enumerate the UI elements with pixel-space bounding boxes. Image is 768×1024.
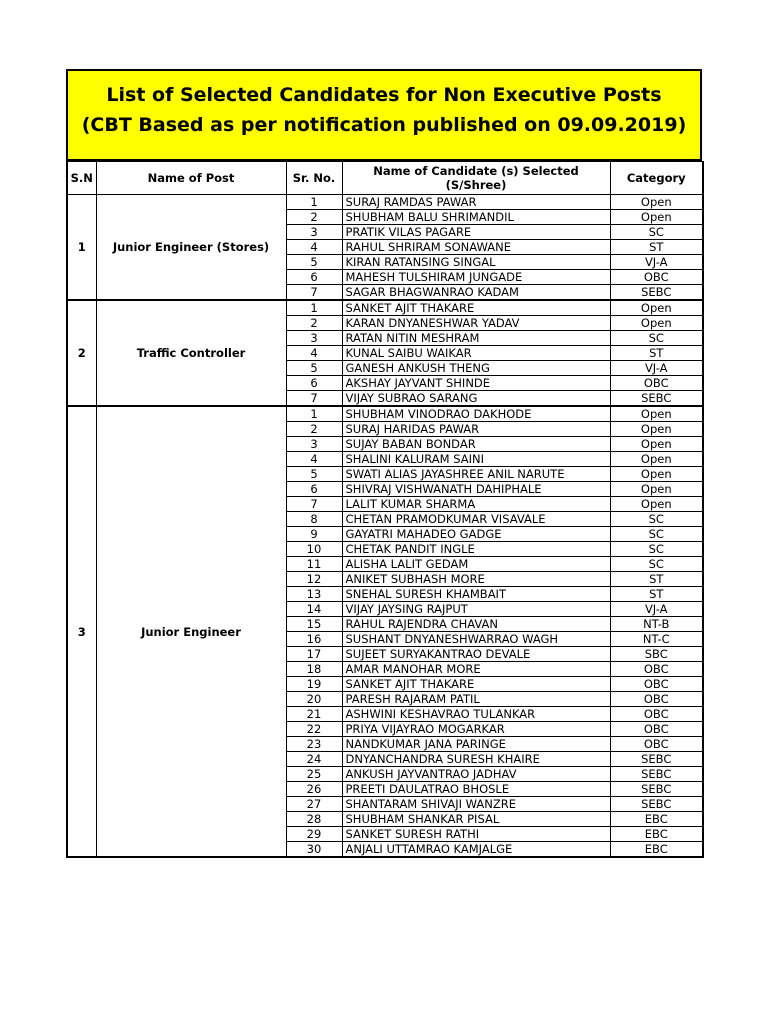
selection-list-sheet — [66, 69, 702, 858]
row-sr-no: 3 — [286, 437, 342, 452]
row-sr-no: 4 — [286, 240, 342, 255]
row-candidate-name: SUJAY BABAN BONDAR — [342, 437, 610, 452]
row-sr-no: 24 — [286, 752, 342, 767]
row-sr-no: 2 — [286, 422, 342, 437]
row-candidate-name: SHALINI KALURAM SAINI — [342, 452, 610, 467]
row-category: NT-B — [610, 617, 703, 632]
row-category: Open — [610, 482, 703, 497]
row-category: Open — [610, 437, 703, 452]
row-sr-no: 25 — [286, 767, 342, 782]
row-sr-no: 28 — [286, 812, 342, 827]
row-category: SEBC — [610, 782, 703, 797]
row-candidate-name: ANKUSH JAYVANTRAO JADHAV — [342, 767, 610, 782]
row-sr-no: 30 — [286, 842, 342, 858]
row-sr-no: 4 — [286, 346, 342, 361]
row-candidate-name: RAHUL SHRIRAM SONAWANE — [342, 240, 610, 255]
group-post-name: Junior Engineer — [96, 406, 286, 857]
row-candidate-name: MAHESH TULSHIRAM JUNGADE — [342, 270, 610, 285]
row-sr-no: 23 — [286, 737, 342, 752]
row-sr-no: 4 — [286, 452, 342, 467]
row-sr-no: 20 — [286, 692, 342, 707]
row-candidate-name: SANKET AJIT THAKARE — [342, 300, 610, 316]
row-sr-no: 1 — [286, 195, 342, 210]
row-candidate-name: KARAN DNYANESHWAR YADAV — [342, 316, 610, 331]
row-category: Open — [610, 422, 703, 437]
row-category: NT-C — [610, 632, 703, 647]
row-category: SEBC — [610, 391, 703, 407]
row-candidate-name: ANJALI UTTAMRAO KAMJALGE — [342, 842, 610, 858]
group-sn: 1 — [67, 195, 96, 301]
row-sr-no: 14 — [286, 602, 342, 617]
row-category: SC — [610, 527, 703, 542]
row-sr-no: 9 — [286, 527, 342, 542]
row-category: OBC — [610, 737, 703, 752]
row-candidate-name: GAYATRI MAHADEO GADGE — [342, 527, 610, 542]
row-candidate-name: PARESH RAJARAM PATIL — [342, 692, 610, 707]
row-candidate-name: SURAJ HARIDAS PAWAR — [342, 422, 610, 437]
row-candidate-name: CHETAN PRAMODKUMAR VISAVALE — [342, 512, 610, 527]
row-category: ST — [610, 240, 703, 255]
title-banner — [66, 69, 702, 161]
row-sr-no: 2 — [286, 210, 342, 225]
row-category: EBC — [610, 812, 703, 827]
row-candidate-name: VIJAY SUBRAO SARANG — [342, 391, 610, 407]
row-candidate-name: PREETI DAULATRAO BHOSLE — [342, 782, 610, 797]
header-post: Name of Post — [96, 162, 286, 195]
row-sr-no: 19 — [286, 677, 342, 692]
row-sr-no: 6 — [286, 270, 342, 285]
row-category: Open — [610, 497, 703, 512]
row-category: Open — [610, 316, 703, 331]
row-category: SC — [610, 542, 703, 557]
table-row — [67, 300, 703, 316]
row-sr-no: 6 — [286, 482, 342, 497]
row-category: ST — [610, 572, 703, 587]
row-candidate-name: SHIVRAJ VISHWANATH DAHIPHALE — [342, 482, 610, 497]
row-sr-no: 27 — [286, 797, 342, 812]
row-candidate-name: AMAR MANOHAR MORE — [342, 662, 610, 677]
post-group — [67, 195, 703, 301]
row-sr-no: 3 — [286, 331, 342, 346]
row-candidate-name: ANIKET SUBHASH MORE — [342, 572, 610, 587]
post-group — [67, 406, 703, 857]
row-candidate-name: SHANTARAM SHIVAJI WANZRE — [342, 797, 610, 812]
row-sr-no: 7 — [286, 497, 342, 512]
row-sr-no: 8 — [286, 512, 342, 527]
row-category: OBC — [610, 376, 703, 391]
row-category: Open — [610, 300, 703, 316]
row-sr-no: 5 — [286, 255, 342, 270]
row-sr-no: 6 — [286, 376, 342, 391]
row-category: ST — [610, 587, 703, 602]
row-category: SEBC — [610, 797, 703, 812]
row-candidate-name: AKSHAY JAYVANT SHINDE — [342, 376, 610, 391]
row-category: SC — [610, 331, 703, 346]
row-category: VJ-A — [610, 361, 703, 376]
row-sr-no: 26 — [286, 782, 342, 797]
page-title: List of Selected Candidates for Non Executive Posts — [106, 84, 662, 106]
row-sr-no: 18 — [286, 662, 342, 677]
row-candidate-name: SAGAR BHAGWANRAO KADAM — [342, 285, 610, 301]
header-candidate: Name of Candidate (s) Selected (S/Shree) — [342, 162, 610, 195]
row-category: Open — [610, 467, 703, 482]
post-group — [67, 300, 703, 406]
row-sr-no: 12 — [286, 572, 342, 587]
row-sr-no: 10 — [286, 542, 342, 557]
row-category: Open — [610, 406, 703, 422]
row-candidate-name: SHUBHAM VINODRAO DAKHODE — [342, 406, 610, 422]
row-category: Open — [610, 210, 703, 225]
row-candidate-name: GANESH ANKUSH THENG — [342, 361, 610, 376]
row-candidate-name: NANDKUMAR JANA PARINGE — [342, 737, 610, 752]
row-sr-no: 5 — [286, 361, 342, 376]
row-category: SEBC — [610, 285, 703, 301]
row-sr-no: 22 — [286, 722, 342, 737]
row-sr-no: 21 — [286, 707, 342, 722]
row-category: ST — [610, 346, 703, 361]
row-candidate-name: SUJEET SURYAKANTRAO DEVALE — [342, 647, 610, 662]
group-post-name: Junior Engineer (Stores) — [96, 195, 286, 301]
row-sr-no: 1 — [286, 300, 342, 316]
header-category: Category — [610, 162, 703, 195]
row-candidate-name: SHUBHAM BALU SHRIMANDIL — [342, 210, 610, 225]
row-sr-no: 16 — [286, 632, 342, 647]
row-candidate-name: VIJAY JAYSING RAJPUT — [342, 602, 610, 617]
row-category: SC — [610, 557, 703, 572]
row-category: Open — [610, 452, 703, 467]
row-sr-no: 17 — [286, 647, 342, 662]
row-category: SBC — [610, 647, 703, 662]
row-category: Open — [610, 195, 703, 210]
row-category: EBC — [610, 827, 703, 842]
row-category: OBC — [610, 707, 703, 722]
row-candidate-name: KUNAL SAIBU WAIKAR — [342, 346, 610, 361]
row-candidate-name: SHUBHAM SHANKAR PISAL — [342, 812, 610, 827]
row-category: OBC — [610, 270, 703, 285]
row-candidate-name: SWATI ALIAS JAYASHREE ANIL NARUTE — [342, 467, 610, 482]
candidates-table — [66, 161, 704, 858]
row-candidate-name: RATAN NITIN MESHRAM — [342, 331, 610, 346]
table-row — [67, 195, 703, 210]
row-sr-no: 5 — [286, 467, 342, 482]
row-candidate-name: LALIT KUMAR SHARMA — [342, 497, 610, 512]
row-candidate-name: PRIYA VIJAYRAO MOGARKAR — [342, 722, 610, 737]
row-category: SEBC — [610, 752, 703, 767]
row-candidate-name: KIRAN RATANSING SINGAL — [342, 255, 610, 270]
row-candidate-name: DNYANCHANDRA SURESH KHAIRE — [342, 752, 610, 767]
row-category: OBC — [610, 722, 703, 737]
row-category: OBC — [610, 677, 703, 692]
row-sr-no: 1 — [286, 406, 342, 422]
row-category: OBC — [610, 692, 703, 707]
row-candidate-name: ALISHA LALIT GEDAM — [342, 557, 610, 572]
row-sr-no: 29 — [286, 827, 342, 842]
row-category: VJ-A — [610, 255, 703, 270]
row-sr-no: 3 — [286, 225, 342, 240]
row-candidate-name: SUSHANT DNYANESHWARRAO WAGH — [342, 632, 610, 647]
row-category: SC — [610, 512, 703, 527]
group-sn: 3 — [67, 406, 96, 857]
row-candidate-name: CHETAK PANDIT INGLE — [342, 542, 610, 557]
row-sr-no: 11 — [286, 557, 342, 572]
row-sr-no: 7 — [286, 285, 342, 301]
row-candidate-name: SURAJ RAMDAS PAWAR — [342, 195, 610, 210]
group-sn: 2 — [67, 300, 96, 406]
row-category: VJ-A — [610, 602, 703, 617]
row-candidate-name: PRATIK VILAS PAGARE — [342, 225, 610, 240]
row-sr-no: 2 — [286, 316, 342, 331]
header-srno: Sr. No. — [286, 162, 342, 195]
row-candidate-name: SNEHAL SURESH KHAMBAIT — [342, 587, 610, 602]
row-category: OBC — [610, 662, 703, 677]
header-sn: S.N — [67, 162, 96, 195]
row-sr-no: 7 — [286, 391, 342, 407]
row-category: SC — [610, 225, 703, 240]
row-sr-no: 13 — [286, 587, 342, 602]
group-post-name: Traffic Controller — [96, 300, 286, 406]
row-sr-no: 15 — [286, 617, 342, 632]
table-header-row — [67, 162, 703, 195]
row-candidate-name: SANKET AJIT THAKARE — [342, 677, 610, 692]
row-category: SEBC — [610, 767, 703, 782]
table-row — [67, 406, 703, 422]
row-category: EBC — [610, 842, 703, 858]
row-candidate-name: SANKET SURESH RATHI — [342, 827, 610, 842]
row-candidate-name: ASHWINI KESHAVRAO TULANKAR — [342, 707, 610, 722]
page-subtitle: (CBT Based as per notification published on 09.09.2019) — [81, 114, 687, 136]
row-candidate-name: RAHUL RAJENDRA CHAVAN — [342, 617, 610, 632]
